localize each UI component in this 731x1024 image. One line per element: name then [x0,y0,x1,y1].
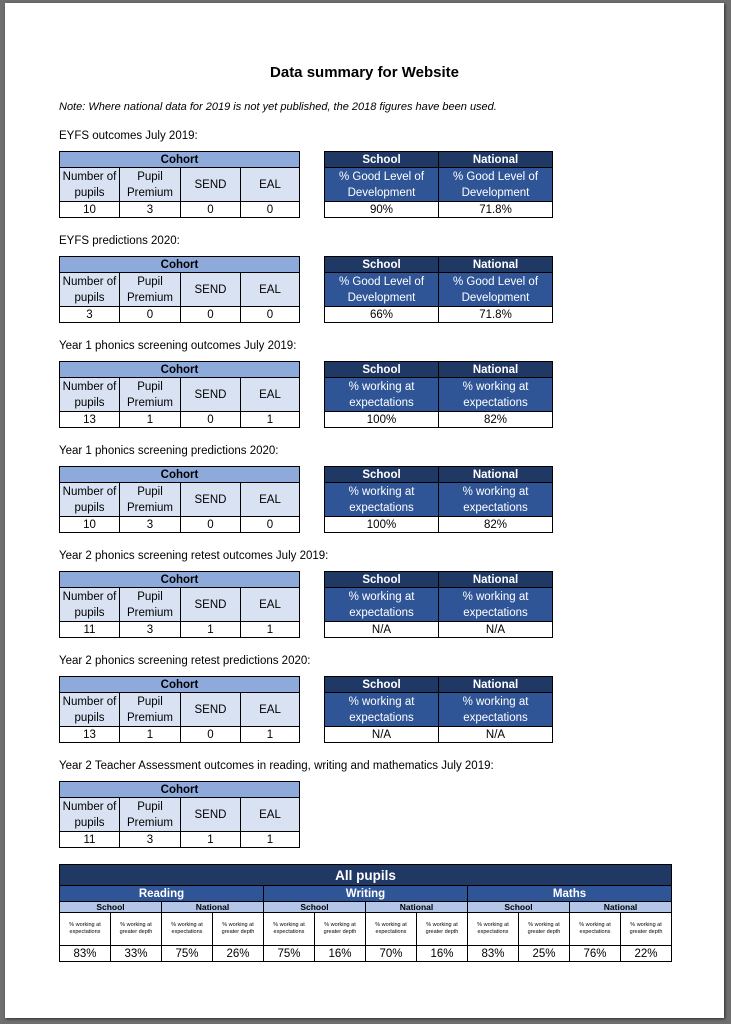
section-heading: Year 2 phonics screening retest predictions 2020: [59,655,311,667]
writing-school-header: School [264,902,366,913]
section-heading: Year 1 phonics screening predictions 2020: [59,445,279,457]
results-table [324,361,553,428]
pupil-premium-value: 3 [120,832,181,848]
national-measure-label: % working at expectations [439,483,553,517]
outcome-section [59,235,671,330]
writing-national-expected-label: % working at expectations [366,913,417,946]
cohort-table [59,676,300,743]
reading-national-expected-value: 75% [162,946,213,962]
cohort-labels-row [60,273,300,307]
pupil-premium-label: Pupil Premium [120,168,181,202]
national-value: N/A [439,622,553,638]
pupil-premium-value: 3 [120,517,181,533]
number-of-pupils-label: Number of pupils [60,483,120,517]
page-title: Data summary for Website [270,64,459,81]
send-label: SEND [181,378,241,412]
pupil-premium-value: 3 [120,202,181,218]
number-of-pupils-value: 3 [60,307,120,323]
school-measure-label: % working at expectations [325,693,439,727]
cohort-header: Cohort [60,467,300,483]
eal-value: 0 [241,517,300,533]
pupil-premium-label: Pupil Premium [120,378,181,412]
eal-value: 1 [241,832,300,848]
eal-label: EAL [241,378,300,412]
national-header: National [439,362,553,378]
section-heading: EYFS predictions 2020: [59,235,180,247]
school-header: School [325,467,439,483]
send-label: SEND [181,483,241,517]
eal-value: 1 [241,727,300,743]
number-of-pupils-value: 13 [60,727,120,743]
send-label: SEND [181,588,241,622]
send-value: 0 [181,307,241,323]
send-label: SEND [181,693,241,727]
national-value: 82% [439,412,553,428]
cohort-values-row [60,202,300,218]
results-table [324,676,553,743]
results-header-row [325,677,553,693]
eal-label: EAL [241,483,300,517]
reading-national-greater-depth-value: 26% [213,946,264,962]
cohort-values-row [60,517,300,533]
eal-label: EAL [241,588,300,622]
number-of-pupils-value: 10 [60,202,120,218]
send-value: 1 [181,832,241,848]
writing-school-expected-value: 75% [264,946,315,962]
results-values-row [325,307,553,323]
eal-label: EAL [241,168,300,202]
cohort-header-row [60,467,300,483]
pupil-premium-value: 3 [120,622,181,638]
section-heading: Year 2 Teacher Assessment outcomes in reading, writing and mathematics July 2019: [59,760,494,772]
results-header-row [325,572,553,588]
maths-national-greater-depth-label: % working at greater depth [621,913,672,946]
reading-school-expected-value: 83% [60,946,111,962]
pupil-premium-label: Pupil Premium [120,483,181,517]
all-pupils-title: All pupils [60,865,672,886]
reading-national-greater-depth-label: % working at greater depth [213,913,264,946]
cohort-labels-row [60,588,300,622]
eal-value: 0 [241,307,300,323]
school-header: School [325,152,439,168]
school-measure-label: % working at expectations [325,588,439,622]
results-header-row [325,467,553,483]
school-measure-label: % Good Level of Development [325,168,439,202]
section-heading: Year 1 phonics screening outcomes July 2019: [59,340,297,352]
national-header: National [439,572,553,588]
subject-header-reading: Reading [60,886,264,902]
cohort-header: Cohort [60,782,300,798]
writing-national-greater-depth-label: % working at greater depth [417,913,468,946]
cohort-header: Cohort [60,362,300,378]
writing-national-greater-depth-value: 16% [417,946,468,962]
cohort-table [59,361,300,428]
results-table [324,151,553,218]
reading-school-greater-depth-value: 33% [111,946,162,962]
national-value: N/A [439,727,553,743]
number-of-pupils-label: Number of pupils [60,693,120,727]
number-of-pupils-value: 11 [60,622,120,638]
send-label: SEND [181,798,241,832]
outcome-section [59,760,671,855]
national-measure-label: % working at expectations [439,693,553,727]
number-of-pupils-value: 11 [60,832,120,848]
number-of-pupils-label: Number of pupils [60,588,120,622]
national-value: 71.8% [439,202,553,218]
results-values-row [325,412,553,428]
reading-national-header: National [162,902,264,913]
cohort-labels-row [60,798,300,832]
maths-school-expected-value: 83% [468,946,519,962]
school-value: 100% [325,517,439,533]
send-label: SEND [181,273,241,307]
send-value: 0 [181,202,241,218]
cohort-labels-row [60,693,300,727]
pupil-premium-value: 0 [120,307,181,323]
cohort-header-row [60,152,300,168]
cohort-values-row [60,832,300,848]
number-of-pupils-value: 10 [60,517,120,533]
writing-school-greater-depth-label: % working at greater depth [315,913,366,946]
school-measure-label: % working at expectations [325,378,439,412]
maths-national-header: National [570,902,672,913]
cohort-table [59,781,300,848]
reading-school-greater-depth-label: % working at greater depth [111,913,162,946]
subject-row [60,886,672,902]
cohort-header-row [60,362,300,378]
writing-national-header: National [366,902,468,913]
maths-national-greater-depth-value: 22% [621,946,672,962]
send-value: 0 [181,517,241,533]
cohort-header: Cohort [60,572,300,588]
pupil-premium-label: Pupil Premium [120,693,181,727]
number-of-pupils-label: Number of pupils [60,798,120,832]
send-value: 0 [181,412,241,428]
all-pupils-title-row [60,865,672,886]
school-value: N/A [325,622,439,638]
school-value: 100% [325,412,439,428]
results-header-row [325,362,553,378]
results-values-row [325,727,553,743]
cohort-table [59,256,300,323]
group-row [60,902,672,913]
cohort-header: Cohort [60,152,300,168]
reading-school-expected-label: % working at expectations [60,913,111,946]
cohort-header-row [60,257,300,273]
number-of-pupils-value: 13 [60,412,120,428]
number-of-pupils-label: Number of pupils [60,168,120,202]
all-pupils-table [59,864,672,962]
school-value: 66% [325,307,439,323]
outcome-section [59,445,671,540]
results-header-row [325,257,553,273]
school-value: 90% [325,202,439,218]
maths-school-expected-label: % working at expectations [468,913,519,946]
results-table [324,256,553,323]
outcome-section [59,340,671,435]
eal-label: EAL [241,693,300,727]
results-values-row [325,202,553,218]
section-heading: Year 2 phonics screening retest outcomes July 2019: [59,550,329,562]
results-table [324,571,553,638]
pupil-premium-label: Pupil Premium [120,273,181,307]
cohort-values-row [60,412,300,428]
cohort-labels-row [60,378,300,412]
results-values-row [325,517,553,533]
cohort-header-row [60,677,300,693]
results-measure-row [325,273,553,307]
cohort-header: Cohort [60,257,300,273]
send-value: 0 [181,727,241,743]
cohort-labels-row [60,483,300,517]
section-heading: EYFS outcomes July 2019: [59,130,198,142]
pupil-premium-label: Pupil Premium [120,798,181,832]
national-header: National [439,677,553,693]
writing-school-greater-depth-value: 16% [315,946,366,962]
all-pupils-values-row [60,946,672,962]
eal-label: EAL [241,273,300,307]
national-measure-label: % working at expectations [439,588,553,622]
cohort-values-row [60,727,300,743]
eal-value: 0 [241,202,300,218]
cohort-values-row [60,622,300,638]
note: Note: Where national data for 2019 is not yet published, the 2018 figures have been used. [59,101,497,113]
maths-school-greater-depth-value: 25% [519,946,570,962]
national-measure-label: % Good Level of Development [439,168,553,202]
writing-national-expected-value: 70% [366,946,417,962]
cohort-table [59,571,300,638]
send-label: SEND [181,168,241,202]
school-measure-label: % working at expectations [325,483,439,517]
national-header: National [439,467,553,483]
national-header: National [439,257,553,273]
number-of-pupils-label: Number of pupils [60,273,120,307]
writing-school-expected-label: % working at expectations [264,913,315,946]
reading-school-header: School [60,902,162,913]
cohort-table [59,151,300,218]
school-measure-label: % Good Level of Development [325,273,439,307]
eal-value: 1 [241,412,300,428]
pupil-premium-label: Pupil Premium [120,588,181,622]
pupil-premium-value: 1 [120,727,181,743]
results-table [324,466,553,533]
maths-national-expected-label: % working at expectations [570,913,621,946]
reading-national-expected-label: % working at expectations [162,913,213,946]
cohort-header: Cohort [60,677,300,693]
eal-value: 1 [241,622,300,638]
school-value: N/A [325,727,439,743]
school-header: School [325,257,439,273]
maths-school-header: School [468,902,570,913]
eal-label: EAL [241,798,300,832]
cohort-labels-row [60,168,300,202]
national-measure-label: % Good Level of Development [439,273,553,307]
document-page [5,3,724,1018]
send-value: 1 [181,622,241,638]
school-header: School [325,362,439,378]
number-of-pupils-label: Number of pupils [60,378,120,412]
pupil-premium-value: 1 [120,412,181,428]
cohort-table [59,466,300,533]
national-value: 71.8% [439,307,553,323]
measure-row [60,913,672,946]
school-header: School [325,677,439,693]
national-measure-label: % working at expectations [439,378,553,412]
subject-header-writing: Writing [264,886,468,902]
school-header: School [325,572,439,588]
results-header-row [325,152,553,168]
outcome-section [59,655,671,750]
results-measure-row [325,588,553,622]
maths-school-greater-depth-label: % working at greater depth [519,913,570,946]
outcome-section [59,130,671,225]
maths-national-expected-value: 76% [570,946,621,962]
results-values-row [325,622,553,638]
outcome-section [59,550,671,645]
results-measure-row [325,168,553,202]
cohort-values-row [60,307,300,323]
national-header: National [439,152,553,168]
cohort-header-row [60,572,300,588]
cohort-header-row [60,782,300,798]
results-measure-row [325,378,553,412]
subject-header-maths: Maths [468,886,672,902]
national-value: 82% [439,517,553,533]
results-measure-row [325,483,553,517]
results-measure-row [325,693,553,727]
